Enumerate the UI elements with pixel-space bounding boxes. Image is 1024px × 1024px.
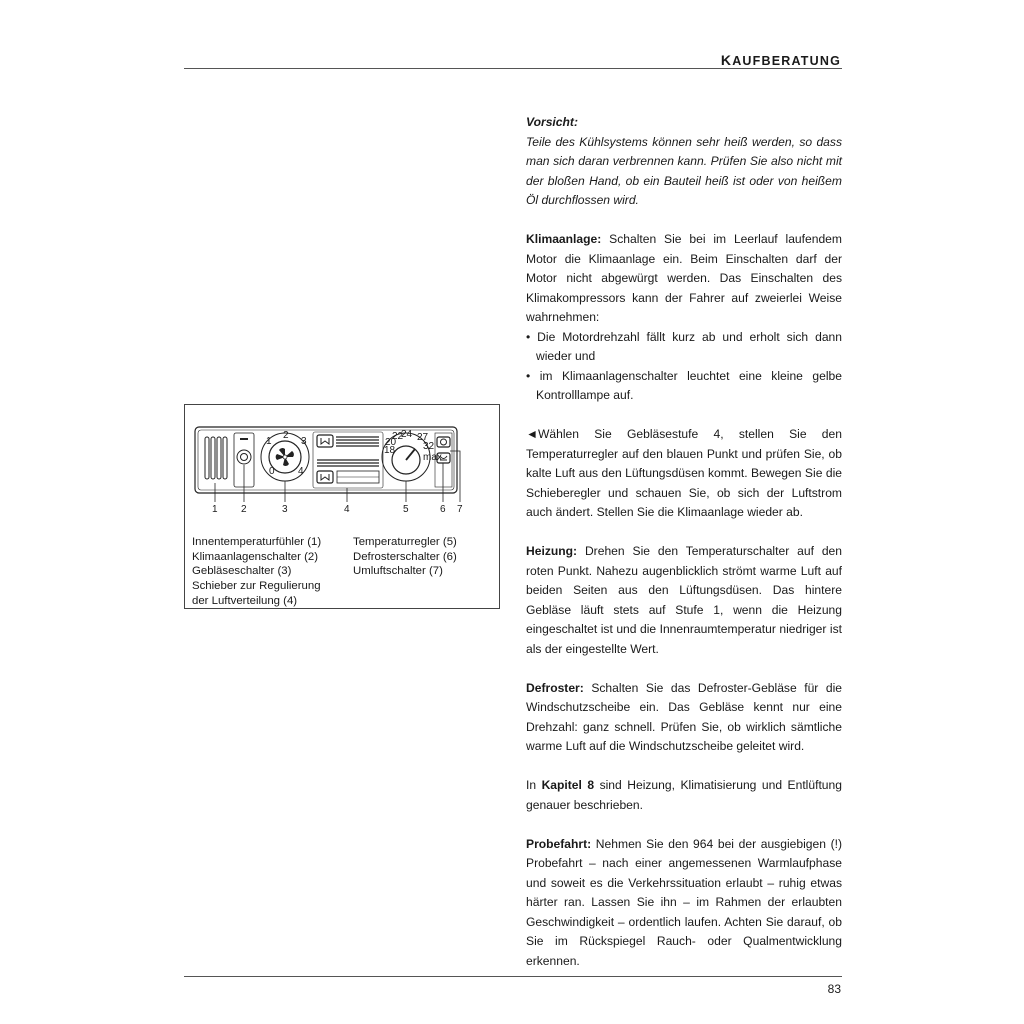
- header-rule: [184, 68, 842, 69]
- figure-legend-left: [192, 535, 321, 609]
- defroster-paragraph: [526, 679, 842, 757]
- legend-item: Defrosterschalter (6): [353, 550, 457, 563]
- text-column: [526, 113, 842, 971]
- test-drive-label: Probefahrt:: [526, 836, 592, 851]
- test-drive-paragraph: [526, 835, 842, 972]
- legend-item: Temperaturregler (5): [353, 536, 457, 548]
- temp-mark-18: 18: [384, 445, 396, 456]
- figure-reference-paragraph: ◄Wählen Sie Gebläsestufe 4, stellen Sie den Temperaturregler auf den blauen Punkt und prüfen Sie, ob kalte Luft aus den Lüftungsdüsen kommt. Bewegen Sie die Schieberegler und schauen Sie, ob sich der Luftstrom auch ändert. Stellen Sie die Klimaanlage wieder ab.: [526, 427, 842, 519]
- defroster-text: Schalten Sie das Defroster-Gebläse für die Windschutzscheibe ein. Das Gebläse kennt nur eine Drehzahl: ganz schnell. Prüfen Sie, ob wirklich sämtliche warme Luft auf die Windschutzscheibe geleitet wird.: [526, 680, 842, 753]
- temp-mark-22: 22: [392, 431, 404, 442]
- defroster-label: Defroster:: [526, 680, 584, 695]
- temp-mark-max: max: [423, 452, 442, 463]
- callout-7: 7: [457, 504, 463, 515]
- chapter-label: Kapitel 8: [541, 778, 595, 792]
- callout-2: 2: [241, 504, 247, 515]
- callout-4: 4: [344, 504, 350, 515]
- legend-item: Gebläseschalter (3): [192, 565, 292, 578]
- temp-mark-27: 27: [417, 432, 429, 443]
- ac-text: Schalten Sie bei im Leerlauf laufendem Motor die Klimaanlage ein. Beim Einschalten darf der Motor nicht abgewürgt werden. Das Einschalten des Klimakompressors kann der Fahrer auf zweierlei Weise wahrnehmen:: [526, 232, 842, 324]
- running-header: [721, 52, 841, 68]
- chapter-text: sind Heizung, Klimatisierung und Entlüftung genauer beschrieben.: [526, 778, 842, 812]
- caution-text: Teile des Kühlsystems können sehr heiß werden, so dass man sich daran verbrennen kann. Prüfen Sie also nicht mit der bloßen Hand, ob ein Bauteil heiß ist oder von heißem Öl durchflossen wird.: [526, 134, 842, 207]
- legend-item: Klimaanlagenschalter (2): [192, 550, 318, 563]
- climate-control-panel-drawing: [185, 405, 501, 535]
- temp-mark-24: 24: [401, 429, 413, 440]
- chapter-reference-paragraph: [526, 776, 842, 815]
- blower-dial: [261, 430, 309, 481]
- caution-title: Vorsicht:: [526, 115, 578, 129]
- interior-temp-sensor-grille: [205, 437, 227, 479]
- running-header-initial: K: [720, 52, 733, 68]
- callout-5: 5: [403, 504, 409, 515]
- blower-mark-2: 2: [283, 430, 289, 441]
- legend-item: Schieber zur Regulierung: [192, 580, 321, 593]
- temp-mark-20: 20: [385, 437, 397, 448]
- chapter-pre: In: [526, 778, 542, 792]
- ac-label: Klimaanlage:: [526, 232, 602, 246]
- temperature-dial: [382, 429, 442, 481]
- callout-3: 3: [282, 504, 288, 515]
- page-number: 83: [827, 982, 841, 996]
- test-drive-text: Nehmen Sie den 964 bei der ausgiebigen (!) Probefahrt – nach einer angemessenen Warmlaufphase und soweit es die Verkehrssituation erlaubt – ruhig etwas härter ran. Lassen Sie ihn – im Rahmen der erlaubten Geschwindigkeit – ordentlich laufen. Achten Sie darauf, ob Sie im Rückspiegel Rauch- oder Qualmentwicklung erkennen.: [526, 836, 842, 968]
- blower-mark-3: 3: [301, 436, 307, 447]
- legend-item: Innentemperaturfühler (1): [192, 536, 322, 548]
- callout-1: 1: [212, 504, 218, 515]
- heating-label: Heizung:: [526, 544, 578, 558]
- heating-paragraph: [526, 542, 842, 659]
- bullet-item: • Die Motordrehzahl fällt kurz ab und erholt sich dann wieder und: [526, 329, 842, 363]
- legend-item: Umluftschalter (7): [353, 565, 443, 578]
- defroster-recirc-buttons: [435, 433, 452, 487]
- ac-paragraph: [526, 230, 842, 328]
- blower-mark-0: 0: [269, 466, 275, 477]
- blower-mark-1: 1: [266, 436, 272, 447]
- bullet-item: • im Klimaanlagenschalter leuchtet eine kleine gelbe Kontrolllampe auf.: [526, 368, 842, 402]
- legend-item: der Luftverteilung (4): [192, 594, 298, 607]
- figure-legend-right: [353, 535, 457, 579]
- blower-mark-4: 4: [298, 466, 304, 477]
- footer-rule: [184, 976, 842, 977]
- air-distribution-sliders: [313, 432, 383, 488]
- callout-6: 6: [440, 504, 446, 515]
- running-header-rest: AUFBERATUNG: [732, 54, 841, 68]
- temp-mark-32: 32: [423, 441, 435, 452]
- heating-text: Drehen Sie den Temperaturschalter auf den roten Punkt. Nahezu augenblicklich strömt warme Luft auf beiden Seiten aus den Lüftungsdüsen. Das hintere Gebläse läuft stets auf Stufe 1, wenn die Heizung eingeschaltet ist und die Innenraumtemperatur niedriger ist als der eingestellte Wert.: [526, 544, 842, 656]
- climate-control-figure: [184, 404, 500, 609]
